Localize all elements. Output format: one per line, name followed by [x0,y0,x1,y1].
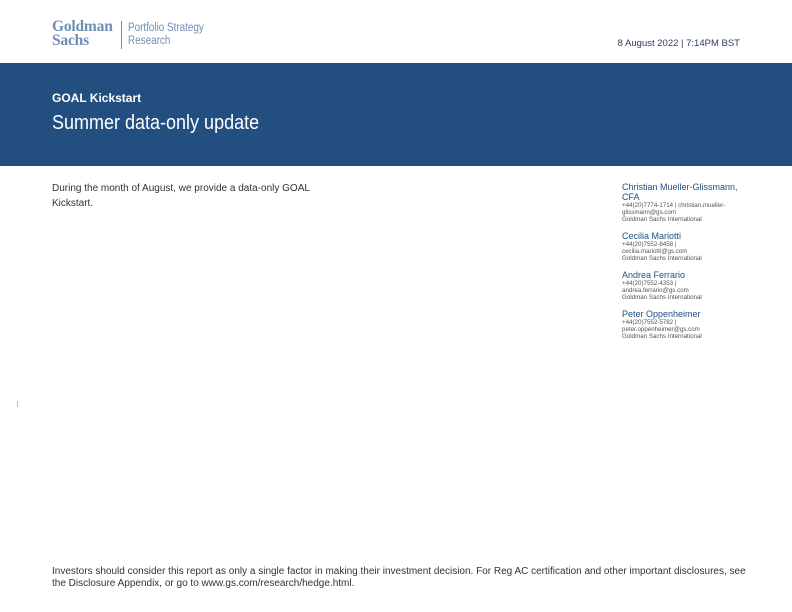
author-email: cecilia.mariotti@gs.com [622,248,688,255]
author-email: glissmann@gs.com [622,209,677,216]
series-name: GOAL Kickstart [52,91,142,105]
author-name-suffix: CFA [622,192,640,202]
author-firm: Goldman Sachs International [622,255,702,262]
author-email: andrea.ferrario@gs.com [622,287,689,294]
author-contact: +44(20)7774-1714 | christian.mueller- [622,202,726,209]
logo-wordmark-line1: Goldman [52,18,113,35]
logo-wordmark-line2: Sachs [52,32,89,49]
author-name: Peter Oppenheimer [622,309,701,319]
logo-divider [121,21,122,49]
disclaimer-text: Investors should consider this report as only a single factor in making their investment decision. For Reg AC certification and other important disclosures, see the Disclosure Appendix, or go to www.gs.com/research/hedge.html. [52,566,746,589]
report-title: Summer data-only update [52,112,260,134]
author-block [622,231,742,262]
logo-wordmark [52,20,113,48]
author-firm: Goldman Sachs International [622,333,702,340]
division-name-line1: Portfolio Strategy [127,22,204,34]
author-contact: +44(20)7552-8458 | [622,241,677,248]
intro-paragraph: During the month of August, we provide a data-only GOAL Kickstart. [52,183,310,209]
division-name-line2: Research [127,35,170,47]
margin-mark [17,401,18,407]
author-firm: Goldman Sachs International [622,294,702,301]
division-name [128,22,204,48]
author-name: Christian Mueller-Glissmann, [622,182,738,192]
publish-date: 8 August 2022 | 7:14PM BST [617,38,740,49]
author-firm: Goldman Sachs International [622,216,702,223]
author-block [622,182,742,223]
author-name: Cecilia Mariotti [622,231,682,241]
goldman-sachs-logo [52,20,216,52]
author-block [622,309,742,340]
author-email: peter.oppenheimer@gs.com [622,326,700,333]
author-contact: +44(20)7552-5782 | [622,319,677,326]
title-banner [0,63,792,166]
author-block [622,270,742,301]
author-name: Andrea Ferrario [622,270,686,280]
author-list [622,182,742,348]
author-contact: +44(20)7552-4353 | [622,280,677,287]
